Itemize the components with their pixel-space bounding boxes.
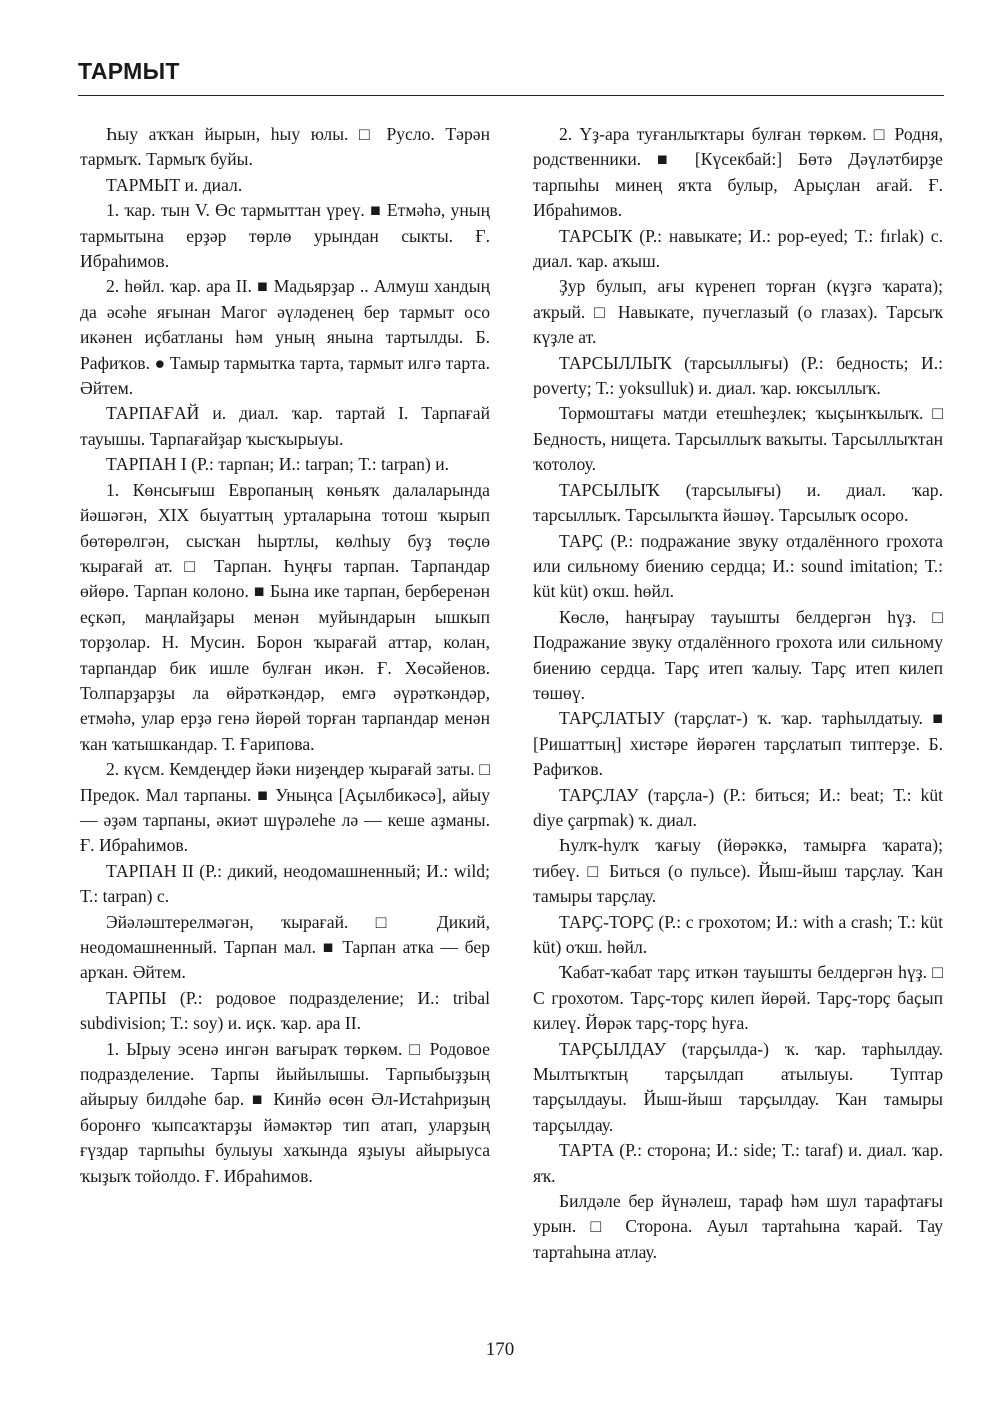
left-column: [80, 122, 490, 1189]
entry-paragraph: ТАРҪЛАТЫУ (тарҫлат-) ҡ. ҡар. тарһылдатыу. ■ [Ришаттың] хистәре йөрәген тарҫлатып типтерҙе. Б. Рафиҡов.: [533, 708, 943, 780]
entry-paragraph: 1. ҡар. тын V. Өс тармыттан үреү. ■ Етмәһә, уның тармытына ерҙәр төрлө урындан сыкты. Ғ. Ибраһимов.: [80, 200, 490, 272]
right-column: [533, 122, 943, 1265]
entry-paragraph: Тормоштағы матди етешһеҙлек; ҡыҫынҡылыҡ. □ Бедность, нищета. Тарсыллыҡ ваҡыты. Тарсыллыҡтан ҡотолоу.: [533, 403, 943, 475]
entry-paragraph: Һыу аҡҡан йырын, һыу юлы. □ Русло. Тәрән тармыҡ. Тармыҡ буйы.: [80, 124, 490, 170]
entry-paragraph: Ҡабат-ҡабат тарҫ иткән тауышты белдергән һүҙ. □ С грохотом. Тарҫ-торҫ килеп йөрөй. Тарҫ-торҫ баҫып килеү. Йөрәк тарҫ-торҫ һуға.: [533, 962, 943, 1034]
entry-paragraph: ТАРМЫТ и. диал.: [106, 174, 243, 195]
entry-paragraph: ТАРСЫЛЫҠ (тарсылығы) и. диал. ҡар. тарсыллыҡ. Тарсылыҡта йәшәү. Тарсылыҡ осоро.: [533, 479, 943, 526]
entry-paragraph: Һулҡ-һулҡ ҡағыу (йөрәккә, тамырға ҡарата); тибеү. □ Биться (о пульсе). Йыш-йыш тарҫлау. Ҡан тамыры тарҫлау.: [533, 835, 943, 907]
entry-paragraph: Көслө, һаңғырау тауышты белдергән һүҙ. □ Подражание звуку отдалённого грохота или сильному биению сердца. Тарҫ итеп ҡалыу. Тарҫ итеп килеп төшөү.: [533, 606, 943, 703]
entry-paragraph: 2. күсм. Кемдеңдер йәки ниҙеңдер ҡырағай заты. □ Предок. Мал тарпаны. ■ Уныңса [Аҫылбикәсә], айыу — әҙәм тарпаны, әкиәт шүрәлеһе лә — кеше аҙманы. Ғ. Ибраһимов.: [80, 759, 490, 856]
header-rule: [78, 95, 944, 96]
entry-paragraph: ТАРҪ (Р.: подражание звуку отдалённого грохота или сильному биению сердца; И.: sound imitation; Т.: küt küt) оҡш. һөйл.: [533, 530, 943, 602]
page-number: 170: [485, 1339, 515, 1360]
running-head: ТАРМЫТ: [78, 58, 180, 84]
entry-paragraph: ТАРПАН II (Р.: дикий, неодомашненный; И.: wild; Т.: tarpan) с.: [80, 860, 490, 907]
entry-paragraph: ТАРҪ-ТОРҪ (Р.: с грохотом; И.: with a crash; Т.: küt küt) оҡш. һөйл.: [533, 911, 943, 957]
entry-paragraph: 1. Көнсығыш Европаның көньяҡ далаларында йәшәгән, XIX быуаттың урталарына тотош ҡырып бөтөрөлгән, сысҡан һыртлы, көлһыу буҙ төҫлө ҡырағай ат. □ Тарпан. Һуңғы тарпан. Тарпандар өйөрө. Тарпан колоно. ■ Бына ике тарпан, берберенән еҫкәп, маңлайҙары менән муйындарын ышкып торҙолар. Н. Мусин. Борон ҡырағай аттар, колан, тарпандар бик ишле булған икән. Ғ. Хөсәйенов. Толпарҙарҙы ла өйрәткәндәр, емгә әүрәткәндәр, етмәһә, улар ерҙә генә йөрөй торған тарпандар менән ҡан ҡатышкандар. Т. Ғарипова.: [80, 479, 490, 754]
entry-paragraph: ТАРСЫҠ (Р.: навыкате; И.: pop-eyed; Т.: fırlak) с. диал. ҡар. аҡыш.: [533, 225, 943, 272]
entry-paragraph: 2. Үҙ-ара туғанлыҡтары булған төркөм. □ Родня, родственники. ■ [Күсекбай:] Бөтә Дәүләтбирҙе тарпыһы минең яҡта булыр, Арыҫлан ағай. Ғ. Ибраһимов.: [533, 124, 943, 221]
entry-paragraph: Ҙур булып, ағы күренеп торған (күҙгә ҡарата); аҡрый. □ Навыкате, пучеглазый (о глазах). Тарсыҡ күҙле ат.: [533, 276, 943, 348]
entry-paragraph: ТАРҪЫЛДАУ (тарҫылда-) ҡ. ҡар. тарһылдау. Мылтыҡтың тарҫылдап атылыуы. Туптар тарҫылдауы. Йыш-йыш тарҫылдау. Ҡан тамыры тарҫылдау.: [533, 1038, 943, 1135]
entry-paragraph: ТАРҪЛАУ (тарҫла-) (Р.: биться; И.: beat; Т.: küt diye çarpmak) ҡ. диал.: [533, 784, 943, 830]
entry-paragraph: 1. Ырыу эсенә ингән вағыраҡ төркөм. □ Родовое подразделение. Тарпы йыйылышы. Тарпыбыҙҙың айырыу билдәһе бар. ■ Кинйә өсөн Әл-Истаһриҙың боронғо ҡыпсаҡтарҙы йәмәктәр тип атап, уларҙың ғүздар тарпыһы булыуы хаҡында яҙыуы айырыуса ҡыҙыҡ тойолдо. Ғ. Ибраһимов.: [80, 1038, 490, 1186]
entry-paragraph: ТАРСЫЛЛЫҠ (тарсыллығы) (Р.: бедность; И.: poverty; Т.: yoksulluk) и. диал. ҡар. юксыллыҡ.: [533, 352, 943, 399]
entry-paragraph: ТАРПЫ (Р.: родовое подразделение; И.: tribal subdivision; Т.: soy) и. иҫк. ҡар. ара II.: [80, 987, 490, 1034]
entry-paragraph: 2. һөйл. ҡар. ара II. ■ Мадьярҙар .. Алмуш хандың да әсәһе яғынан Магог әүләденең бер тармыт осо икәнен иҫбатланы һәм уның янына тартылды. Б. Рафиҡов. ● Тамыр тармытка тарта, тармыт илгә тарта. Әйтем.: [80, 276, 490, 399]
entry-paragraph: Эйәләштерелмәгән, ҡырағай. □ Дикий, неодомашненный. Тарпан мал. ■ Тарпан атка — бер арҡан. Әйтем.: [80, 911, 490, 983]
entry-paragraph: ТАРПАН I (Р.: тарпан; И.: tarpan; Т.: tarpan) и.: [106, 454, 450, 475]
entry-paragraph: ТАРПАҒАЙ и. диал. ҡар. тартай I. Тарпағай тауышы. Тарпағайҙар ҡысҡырыуы.: [80, 403, 490, 449]
entry-paragraph: ТАРТА (Р.: сторона; И.: side; Т.: taraf) и. диал. ҡар. яҡ.: [533, 1140, 943, 1186]
entry-paragraph: Билдәле бер йүнәлеш, тараф һәм шул тарафтағы урын. □ Сторона. Ауыл тартаһына ҡарай. Тау тартаһына атлау.: [533, 1191, 943, 1262]
